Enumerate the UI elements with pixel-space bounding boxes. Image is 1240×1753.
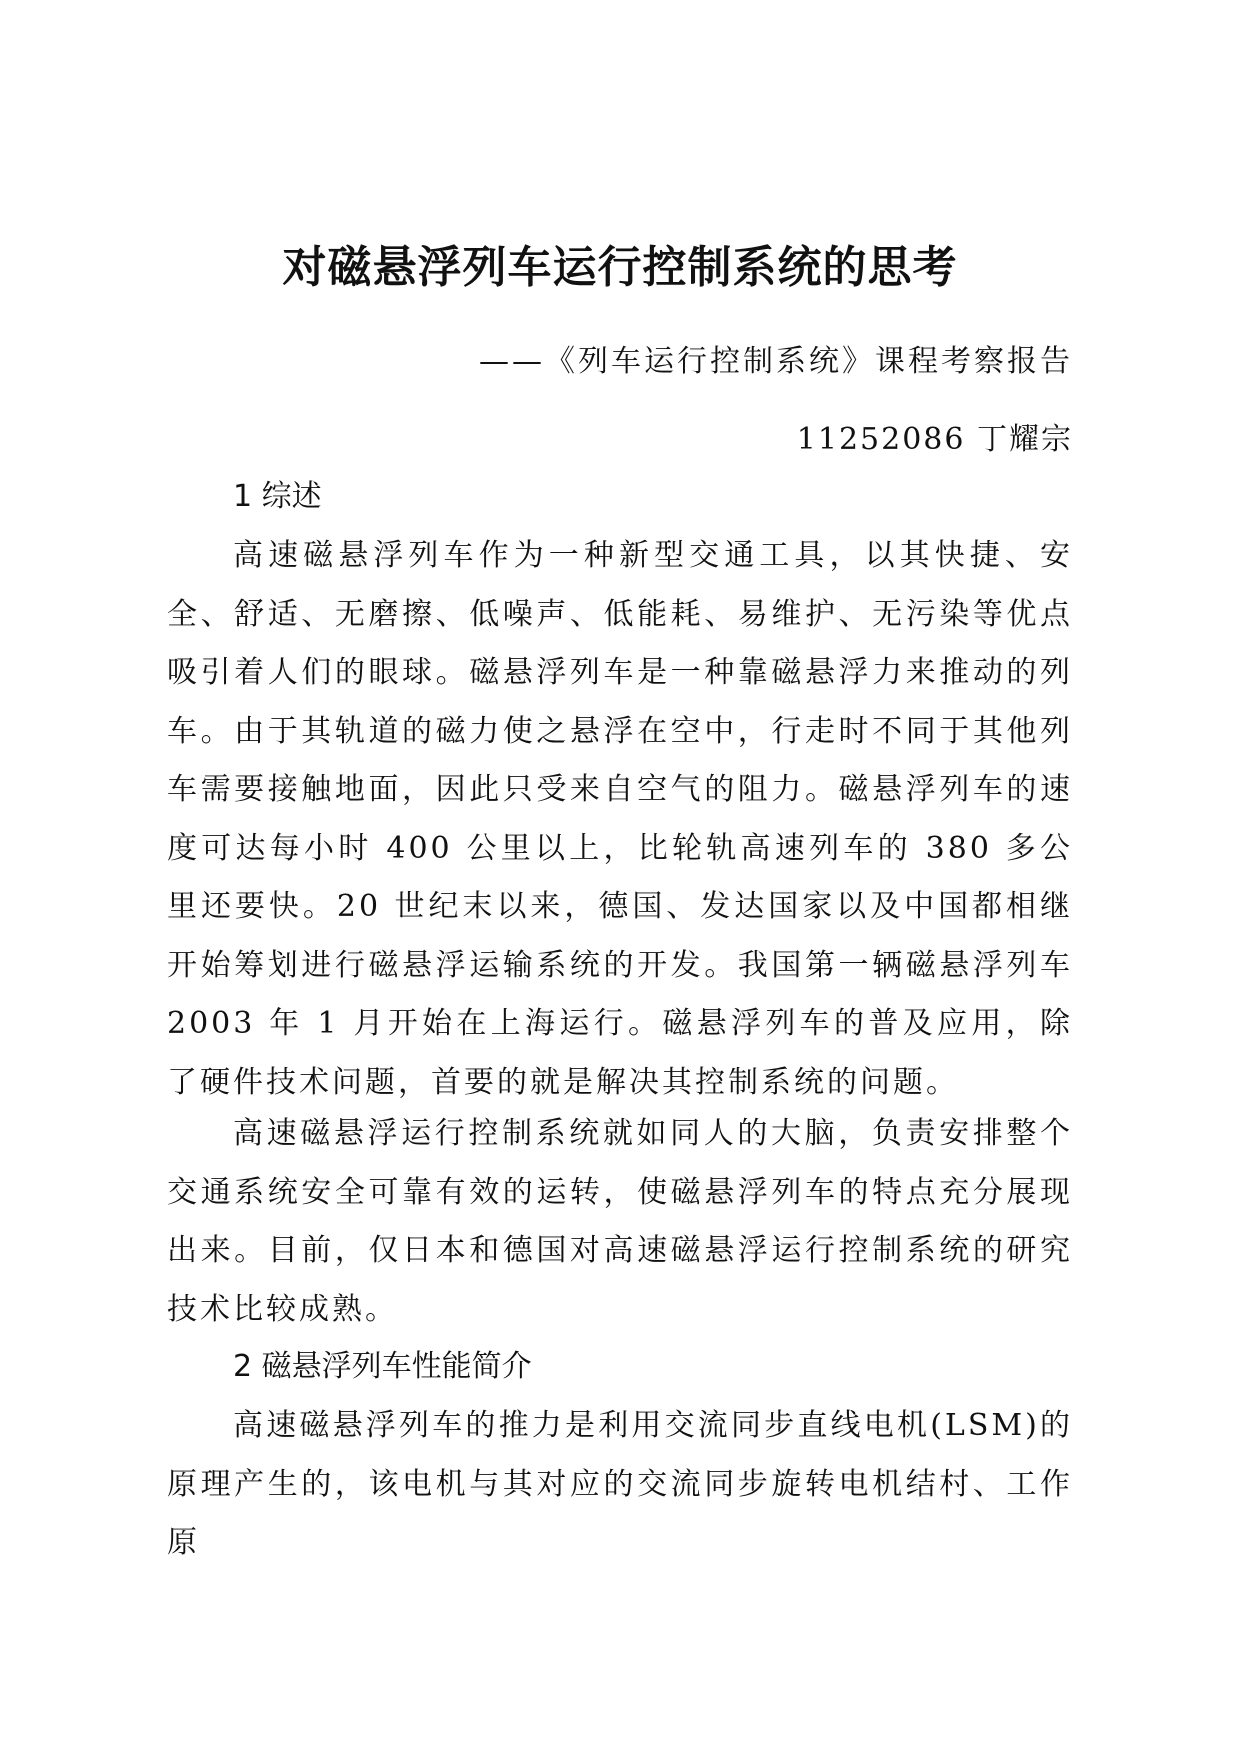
document-title: 对磁悬浮列车运行控制系统的思考 (282, 242, 958, 293)
paragraph-overview-2: 高速磁悬浮运行控制系统就如同人的大脑，负责安排整个交通系统安全可靠有效的运转，使磁悬浮列车的特点充分展现出来。目前，仅日本和德国对高速磁悬浮运行控制系统的研究技术比较成熟。 (167, 1116, 1073, 1327)
document-subtitle: ——《列车运行控制系统》课程考察报告 (479, 344, 1073, 379)
paragraph-performance-1: 高速磁悬浮列车的推力是利用交流同步直线电机(LSM)的原理产生的，该电机与其对应的交流同步旋转电机结村、工作原 (167, 1408, 1073, 1560)
section-heading-performance: 2 磁悬浮列车性能简介 (233, 1349, 532, 1384)
author-line: 11252086 丁耀宗 (796, 422, 1073, 457)
section-heading-overview: 1 综述 (233, 479, 322, 514)
paragraph-overview-1: 高速磁悬浮列车作为一种新型交通工具，以其快捷、安全、舒适、无磨擦、低噪声、低能耗、易维护、无污染等优点吸引着人们的眼球。磁悬浮列车是一种靠磁悬浮力来推动的列车。由于其轨道的磁力使之悬浮在空中，行走时不同于其他列车需要接触地面，因此只受来自空气的阻力。磁悬浮列车的速度可达每小时 400 公里以上，比轮轨高速列车的 380 多公里还要快。20 世纪末以来，德国、发达国家以及中国都相继开始筹划进行磁悬浮运输系统的开发。我国第一辆磁悬浮列车 2003 年 1 月开始在上海运行。磁悬浮列车的普及应用，除了硬件技术问题，首要的就是解决其控制系统的问题。 (167, 538, 1073, 1100)
